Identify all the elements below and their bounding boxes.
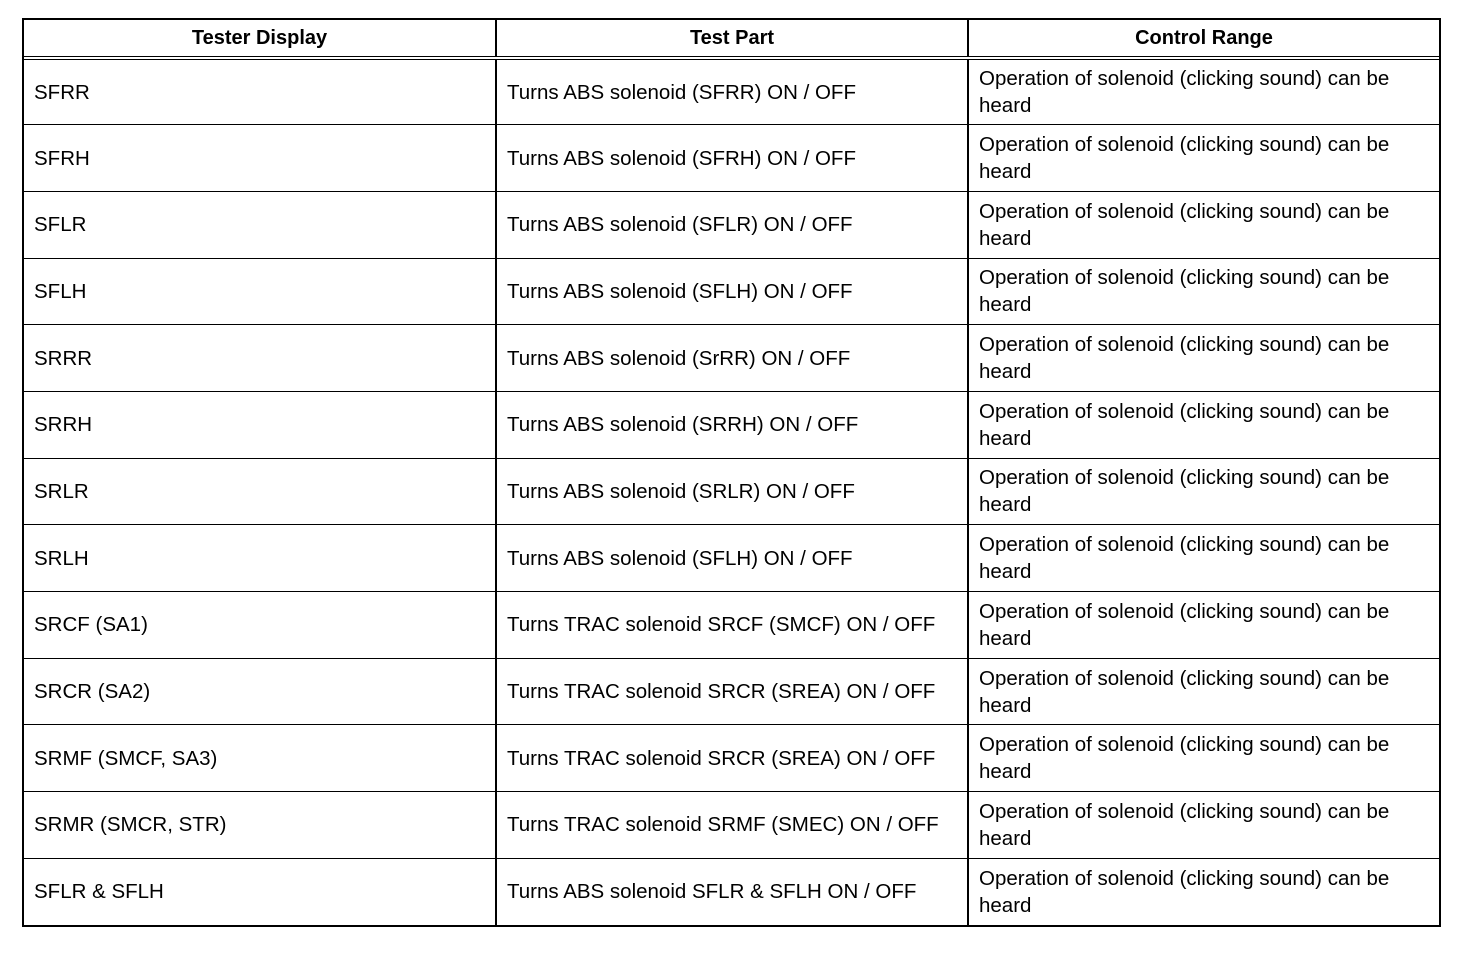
cell-control-range: Operation of solenoid (clicking sound) can be heard [968,125,1439,192]
cell-tester-display: SRLH [24,525,496,592]
cell-tester-display: SRCF (SA1) [24,592,496,659]
table-row [24,658,1439,725]
table-row [24,858,1439,925]
table-row [24,458,1439,525]
cell-tester-display: SRRH [24,391,496,458]
header-test-part: Test Part [496,20,968,58]
cell-control-range: Operation of solenoid (clicking sound) can be heard [968,258,1439,325]
cell-test-part: Turns TRAC solenoid SRMF (SMEC) ON / OFF [496,792,968,859]
header-control-range: Control Range [968,20,1439,58]
cell-tester-display: SFRH [24,125,496,192]
active-test-table [24,20,1439,925]
cell-test-part: Turns ABS solenoid (SFRH) ON / OFF [496,125,968,192]
table-row [24,792,1439,859]
cell-tester-display: SFRR [24,58,496,125]
cell-test-part: Turns TRAC solenoid SRCR (SREA) ON / OFF [496,658,968,725]
table-row [24,725,1439,792]
table-row [24,125,1439,192]
cell-test-part: Turns ABS solenoid (SFLH) ON / OFF [496,258,968,325]
cell-test-part: Turns ABS solenoid (SRLR) ON / OFF [496,458,968,525]
cell-tester-display: SRMR (SMCR, STR) [24,792,496,859]
cell-tester-display: SFLH [24,258,496,325]
active-test-table-container [22,18,1441,927]
cell-control-range: Operation of solenoid (clicking sound) can be heard [968,792,1439,859]
cell-control-range: Operation of solenoid (clicking sound) can be heard [968,325,1439,392]
cell-test-part: Turns TRAC solenoid SRCF (SMCF) ON / OFF [496,592,968,659]
cell-tester-display: SRCR (SA2) [24,658,496,725]
cell-test-part: Turns ABS solenoid SFLR & SFLH ON / OFF [496,858,968,925]
table-row [24,191,1439,258]
header-tester-display: Tester Display [24,20,496,58]
cell-control-range: Operation of solenoid (clicking sound) can be heard [968,525,1439,592]
cell-tester-display: SRMF (SMCF, SA3) [24,725,496,792]
cell-control-range: Operation of solenoid (clicking sound) can be heard [968,191,1439,258]
cell-control-range: Operation of solenoid (clicking sound) can be heard [968,458,1439,525]
cell-test-part: Turns TRAC solenoid SRCR (SREA) ON / OFF [496,725,968,792]
cell-control-range: Operation of solenoid (clicking sound) can be heard [968,858,1439,925]
cell-test-part: Turns ABS solenoid (SrRR) ON / OFF [496,325,968,392]
cell-control-range: Operation of solenoid (clicking sound) can be heard [979,67,1390,118]
cell-control-range: Operation of solenoid (clicking sound) can be heard [968,592,1439,659]
table-row [24,325,1439,392]
table-row [24,592,1439,659]
table-row [24,525,1439,592]
cell-tester-display: SRRR [24,325,496,392]
cell-test-part: Turns ABS solenoid (SFRR) ON / OFF [496,58,968,125]
cell-test-part: Turns ABS solenoid (SFLR) ON / OFF [496,191,968,258]
cell-tester-display: SFLR [24,191,496,258]
cell-test-part: Turns ABS solenoid (SFLH) ON / OFF [496,525,968,592]
table-row [24,391,1439,458]
cell-control-range: Operation of solenoid (clicking sound) can be heard [968,725,1439,792]
table-row [24,258,1439,325]
table-row [24,58,1439,125]
cell-tester-display: SRLR [24,458,496,525]
table-header-row [24,20,1439,58]
cell-test-part: Turns ABS solenoid (SRRH) ON / OFF [496,391,968,458]
cell-tester-display: SFLR & SFLH [24,858,496,925]
cell-control-range: Operation of solenoid (clicking sound) can be heard [968,391,1439,458]
cell-control-range: Operation of solenoid (clicking sound) can be heard [968,658,1439,725]
